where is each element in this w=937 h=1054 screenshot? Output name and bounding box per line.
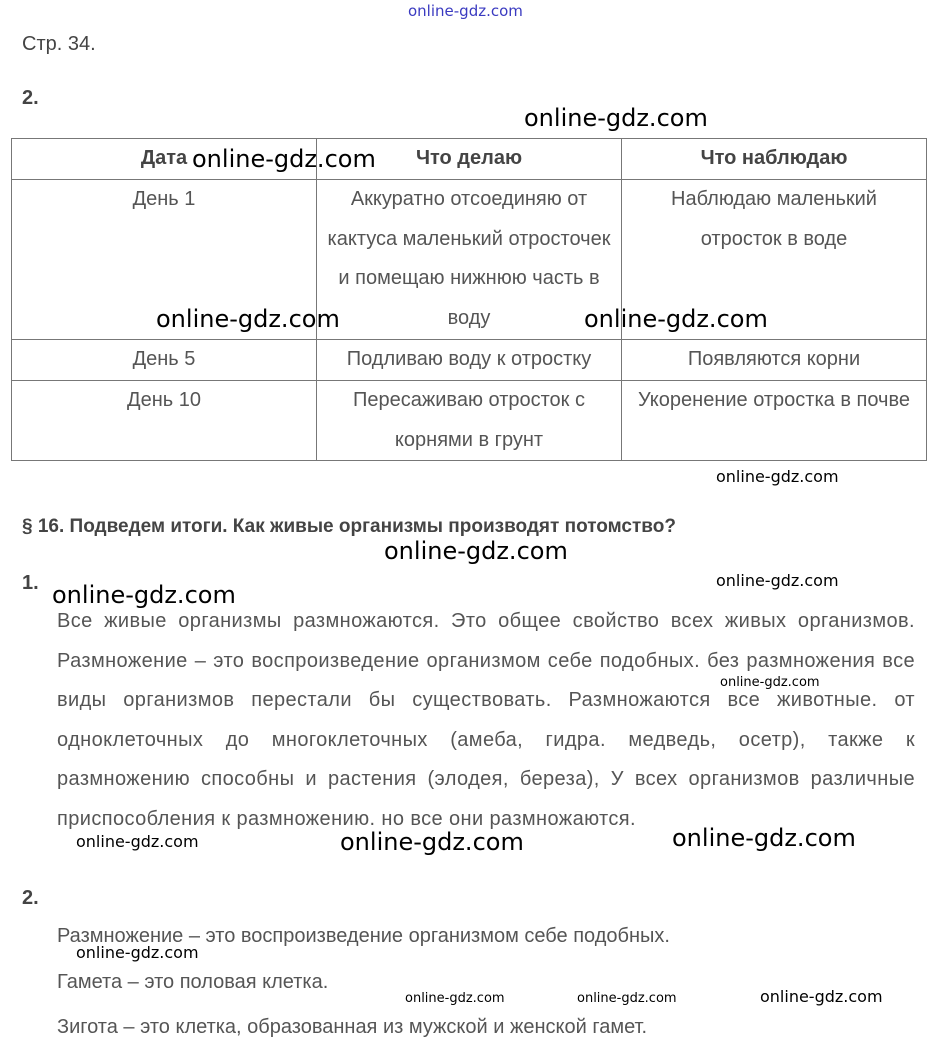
- watermark: online-gdz.com: [192, 145, 376, 173]
- definition-reproduction: Размножение – это воспроизведение организмом себе подобных.: [57, 925, 670, 947]
- cell-date: День 5: [12, 340, 317, 381]
- section-heading: § 16. Подведем итоги. Как живые организмы производят потомство?: [22, 516, 676, 537]
- watermark: online-gdz.com: [716, 571, 839, 590]
- watermark: online-gdz.com: [340, 828, 524, 856]
- column-header-action: Что делаю: [317, 139, 622, 180]
- watermark: online-gdz.com: [760, 987, 883, 1006]
- watermark: online-gdz.com: [577, 991, 677, 1006]
- cell-action: Пересаживаю отросток с корнями в грунт: [317, 381, 622, 461]
- observation-table: [11, 138, 927, 461]
- watermark: online-gdz.com: [720, 675, 820, 690]
- watermark: online-gdz.com: [76, 943, 199, 962]
- cell-date: День 10: [12, 381, 317, 461]
- column-header-observation: Что наблюдаю: [622, 139, 927, 180]
- watermark: online-gdz.com: [524, 104, 708, 132]
- cell-observation: Укоренение отростка в почве: [622, 381, 927, 461]
- question-1-number: 1.: [22, 572, 39, 594]
- watermark: online-gdz.com: [716, 467, 839, 486]
- cell-date: День 1: [12, 180, 317, 340]
- task-2-number: 2.: [22, 87, 39, 109]
- watermark: online-gdz.com: [405, 991, 505, 1006]
- definition-zygote: Зигота – это клетка, образованная из мужской и женской гамет.: [57, 1016, 648, 1038]
- watermark: online-gdz.com: [408, 2, 523, 20]
- watermark: online-gdz.com: [672, 824, 856, 852]
- table-row: [12, 340, 927, 381]
- definition-gamete: Гамета – это половая клетка.: [57, 971, 329, 993]
- column-header-date: Дата: [12, 139, 317, 180]
- watermark: online-gdz.com: [52, 581, 236, 609]
- table-header-row: [12, 139, 927, 180]
- page-reference: Стр. 34.: [22, 33, 96, 55]
- cell-action: Аккуратно отсоединяю от кактуса маленький отросточек и помещаю нижнюю часть в воду: [317, 180, 622, 340]
- watermark: online-gdz.com: [156, 305, 340, 333]
- cell-observation: Появляются корни: [622, 340, 927, 381]
- watermark: online-gdz.com: [384, 537, 568, 565]
- question-1-answer: Все живые организмы размножаются. Это общее свойство всех живых организмов. Размножение – это воспроизведение организмом себе подобных. без размножения все виды организмов перестали бы существовать. Размножаются все животные. от одноклеточных до многоклеточных (амеба, гидра. медведь, осетр), также к размножению способны и растения (элодея, береза), У всех организмов различные приспособления к размножению. но все они размножаются.: [57, 610, 915, 830]
- question-2-number: 2.: [22, 887, 39, 909]
- watermark: online-gdz.com: [76, 832, 199, 851]
- watermark: online-gdz.com: [584, 305, 768, 333]
- table-row: [12, 180, 927, 340]
- cell-action: Подливаю воду к отростку: [317, 340, 622, 381]
- table-row: [12, 381, 927, 461]
- cell-observation: Наблюдаю маленький отросток в воде: [622, 180, 927, 340]
